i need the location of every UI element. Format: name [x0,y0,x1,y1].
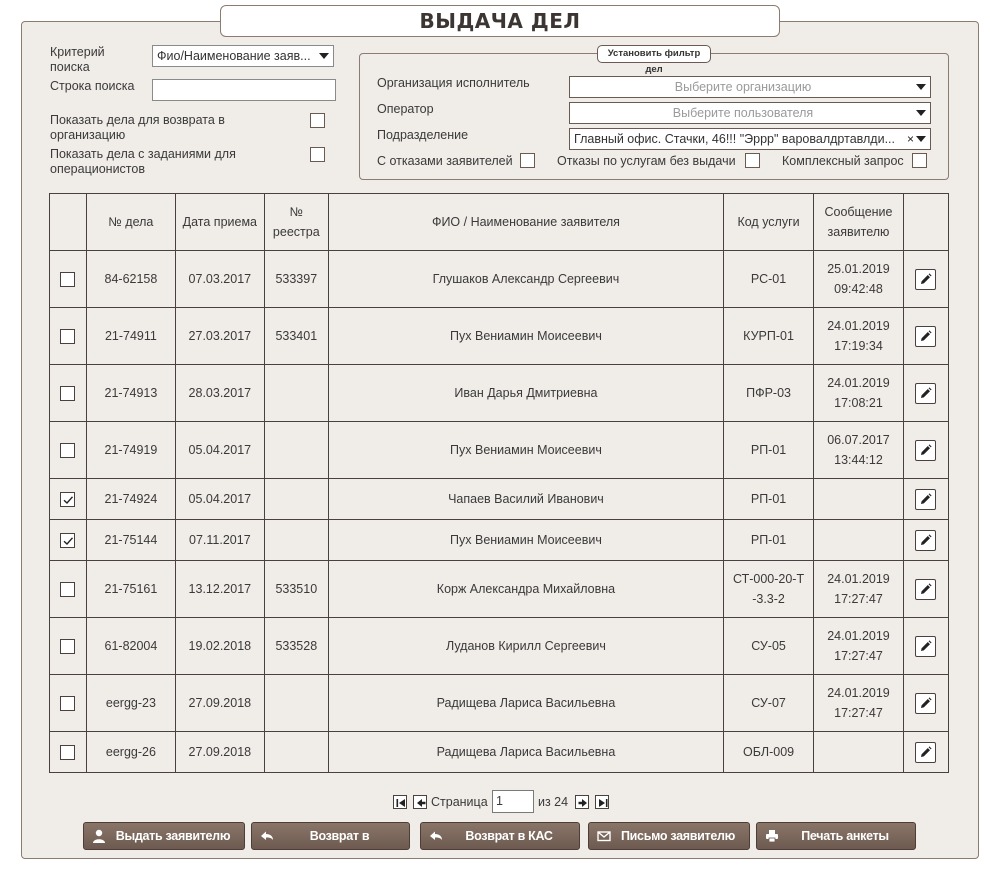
message-date: 24.01.2019 [827,686,890,700]
registry-cell [264,422,328,479]
service-code: РП-01 [750,443,787,457]
date-cell: 28.03.2017 [175,365,264,422]
issue-button[interactable] [83,822,245,850]
edit-button[interactable] [915,693,936,714]
message-date: 24.01.2019 [827,376,890,390]
message-cell [814,422,904,479]
service-code: РС-01 [750,272,787,286]
org-placeholder: Выберите организацию [674,80,812,94]
service-code: СУ-05 [751,639,786,653]
complex-label: Комплексный запрос [782,154,904,168]
row-checkbox[interactable] [60,696,75,711]
show-return-checkbox[interactable] [310,113,325,128]
case-number-cell: 21-75161 [86,561,175,618]
service-code: ПФР-03 [746,386,791,400]
no-issue-checkbox[interactable] [745,153,760,168]
next-page-icon [577,797,589,809]
header-select [50,194,87,251]
service-code-cell [724,561,814,618]
row-select-cell [50,520,87,561]
prev-page-icon [415,797,427,809]
envelope-icon [597,829,611,843]
row-checkbox[interactable] [60,582,75,597]
service-code-cell [724,732,814,773]
table-row [50,308,949,365]
actions-cell [903,479,948,520]
last-page-button[interactable] [595,795,609,809]
message-cell [814,618,904,675]
checkmark-icon [62,494,74,506]
date-cell: 13.12.2017 [175,561,264,618]
row-select-cell [50,618,87,675]
letter-button-label: Письмо заявителю [620,829,736,843]
row-checkbox[interactable] [60,443,75,458]
pencil-icon [919,387,932,400]
service-code: РП-01 [750,533,787,547]
message-cell [814,251,904,308]
header-registry[interactable]: № реестра [264,194,328,251]
message-time: 17:19:34 [834,339,883,353]
division-value: Главный офис. Стачки, 46!!! "Эррр" вapoвалдртавлди... [574,132,895,146]
edit-button[interactable] [915,489,936,510]
actions-cell [903,365,948,422]
page-input[interactable]: 1 [492,790,534,813]
date-cell: 07.03.2017 [175,251,264,308]
actions-cell [903,520,948,561]
division-select[interactable] [569,128,931,150]
edit-button[interactable] [915,530,936,551]
message-cell [814,561,904,618]
case-number-cell: 61-82004 [86,618,175,675]
printer-icon [765,829,779,843]
edit-button[interactable] [915,636,936,657]
pencil-icon [919,640,932,653]
header-date[interactable]: Дата приема [175,194,264,251]
chevron-down-icon [319,53,329,59]
clear-icon[interactable]: × [906,132,914,146]
case-number-cell: 21-74924 [86,479,175,520]
org-select[interactable] [569,76,931,98]
date-cell: 27.09.2018 [175,675,264,732]
print-button[interactable] [756,822,916,850]
search-string-input[interactable] [152,79,336,101]
service-code-cell [724,479,814,520]
table-row [50,618,949,675]
applicant-cell: Радищева Лариса Васильевна [328,732,723,773]
message-cell [814,732,904,773]
edit-button[interactable] [915,383,936,404]
date-cell: 05.04.2017 [175,479,264,520]
search-string-label: Строка поиска [50,79,135,93]
service-code: ОБЛ-009 [742,745,795,759]
applicant-cell: Пух Вениамин Моисеевич [328,520,723,561]
return-org-button[interactable] [251,822,410,869]
service-code-cell [724,251,814,308]
date-cell: 19.02.2018 [175,618,264,675]
table-row [50,251,949,308]
date-cell: 07.11.2017 [175,520,264,561]
pencil-icon [919,444,932,457]
row-select-cell [50,479,87,520]
message-cell [814,675,904,732]
table-row [50,732,949,773]
applicant-cell: Радищева Лариса Васильевна [328,675,723,732]
actions-cell [903,251,948,308]
pencil-icon [919,697,932,710]
message-cell [814,479,904,520]
message-date: 24.01.2019 [827,319,890,333]
letter-button[interactable] [588,822,750,850]
date-cell: 05.04.2017 [175,422,264,479]
case-number-cell: 84-62158 [86,251,175,308]
registry-cell: 533510 [264,561,328,618]
row-checkbox[interactable] [60,639,75,654]
actions-cell [903,675,948,732]
message-cell [814,308,904,365]
applicant-cell: Глушаков Александр Сергеевич [328,251,723,308]
refusals-label: С отказами заявителей [377,154,513,168]
row-checkbox[interactable] [60,272,75,287]
registry-cell [264,675,328,732]
message-time: 17:27:47 [834,592,883,606]
edit-button[interactable] [915,742,936,763]
message-date: 24.01.2019 [827,572,890,586]
row-checkbox[interactable] [60,386,75,401]
edit-button[interactable] [915,269,936,290]
registry-cell: 533397 [264,251,328,308]
case-number-cell: 21-74911 [86,308,175,365]
table-row [50,675,949,732]
service-code-cell [724,618,814,675]
pencil-icon [919,273,932,286]
applicant-cell: Пух Вениамин Моисеевич [328,422,723,479]
service-code: РП-01 [750,492,787,506]
division-label: Подразделение [377,128,469,142]
date-cell: 27.09.2018 [175,732,264,773]
operator-select[interactable] [569,102,931,124]
row-select-cell [50,365,87,422]
message-cell [814,520,904,561]
applicant-cell: Пух Вениамин Моисеевич [328,308,723,365]
service-code: СУ-07 [751,696,786,710]
no-issue-label: Отказы по услугам без выдачи [557,154,736,168]
user-icon [92,829,106,843]
table-row [50,520,949,561]
header-service-code[interactable]: Код услуги [724,194,814,251]
message-time: 17:08:21 [834,396,883,410]
first-page-button[interactable] [393,795,407,809]
case-number-cell: 21-74913 [86,365,175,422]
show-return-label: Показать дела для возврата в организацию [50,113,225,142]
service-code: КУРП-01 [743,329,794,343]
message-time: 09:42:48 [834,282,883,296]
row-checkbox[interactable] [60,745,75,760]
show-tasks-checkbox[interactable] [310,147,325,162]
edit-button[interactable] [915,326,936,347]
row-select-cell [50,675,87,732]
prev-page-button[interactable] [413,795,427,809]
edit-button[interactable] [915,440,936,461]
pencil-icon [919,746,932,759]
service-code-cell [724,675,814,732]
case-number-cell: eergg-23 [86,675,175,732]
actions-cell [903,618,948,675]
applicant-cell: Луданов Кирилл Сергеевич [328,618,723,675]
message-time: 13:44:12 [834,453,883,467]
date-cell: 27.03.2017 [175,308,264,365]
message-date: 24.01.2019 [827,629,890,643]
page-count: из 24 [538,795,569,809]
row-select-cell [50,422,87,479]
last-page-icon [597,797,609,809]
message-cell [814,365,904,422]
header-applicant[interactable]: ФИО / Наименование заявителя [328,194,723,251]
table-header-row [50,194,949,251]
service-code-cell [724,520,814,561]
reply-icon [260,829,274,843]
case-number-cell: 21-75144 [86,520,175,561]
service-code-cell [724,365,814,422]
return-kas-button[interactable] [420,822,580,850]
operator-placeholder: Выберите пользователя [672,106,814,120]
next-page-button[interactable] [575,795,589,809]
actions-cell [903,561,948,618]
complex-checkbox[interactable] [912,153,927,168]
case-number-cell: eergg-26 [86,732,175,773]
table-row [50,561,949,618]
header-case-number[interactable]: № дела [86,194,175,251]
page-label: Страница [431,795,488,809]
search-criteria-value: Фио/Наименование заяв... [157,49,311,63]
table-row [50,422,949,479]
row-select-cell [50,251,87,308]
message-date: 25.01.2019 [827,262,890,276]
applicant-cell: Чапаев Василий Иванович [328,479,723,520]
operator-label: Оператор [377,102,434,116]
table-row [50,365,949,422]
applicant-cell: Иван Дарья Дмитриевна [328,365,723,422]
applicant-cell: Корж Александра Михайловна [328,561,723,618]
message-time: 17:27:47 [834,706,883,720]
chevron-down-icon [916,110,926,116]
registry-cell [264,365,328,422]
registry-cell: 533401 [264,308,328,365]
pencil-icon [919,534,932,547]
org-label: Организация исполнитель [377,76,530,90]
print-button-label: Печать анкеты [801,829,889,843]
search-criteria-select[interactable] [152,45,334,67]
return-kas-button-label: Возврат в КАС [465,829,553,843]
service-code-cell [724,422,814,479]
row-select-cell [50,561,87,618]
actions-cell [903,308,948,365]
table-row [50,479,949,520]
actions-cell [903,422,948,479]
header-message[interactable]: Сообщение заявителю [814,194,904,251]
refusals-checkbox[interactable] [520,153,535,168]
header-actions [903,194,948,251]
row-checkbox[interactable] [60,492,75,507]
chevron-down-icon [916,136,926,142]
row-checkbox[interactable] [60,533,75,548]
chevron-down-icon [916,84,926,90]
row-select-cell [50,308,87,365]
pencil-icon [919,583,932,596]
show-tasks-label: Показать дела с заданиями для операционистов [50,147,236,176]
registry-cell [264,479,328,520]
actions-cell [903,732,948,773]
registry-cell [264,732,328,773]
page-title: ВЫДАЧА ДЕЛ [220,5,780,37]
message-time: 17:27:47 [834,649,883,663]
filter-legend: Установить фильтр дел [597,45,711,63]
issue-button-label: Выдать заявителю [115,829,231,843]
registry-cell: 533528 [264,618,328,675]
first-page-icon [395,797,407,809]
service-code: СТ-000-20-Т-3.3-2 [732,572,805,606]
reply-icon [429,829,443,843]
checkmark-icon [62,535,74,547]
edit-button[interactable] [915,579,936,600]
case-number-cell: 21-74919 [86,422,175,479]
cases-table [49,193,949,773]
pencil-icon [919,330,932,343]
row-checkbox[interactable] [60,329,75,344]
message-date: 06.07.2017 [827,433,890,447]
pencil-icon [919,493,932,506]
row-select-cell [50,732,87,773]
return-org-button-label: Возврат в организацию [291,829,370,869]
service-code-cell [724,308,814,365]
registry-cell [264,520,328,561]
search-criteria-label: Критерий поиска [50,45,105,74]
